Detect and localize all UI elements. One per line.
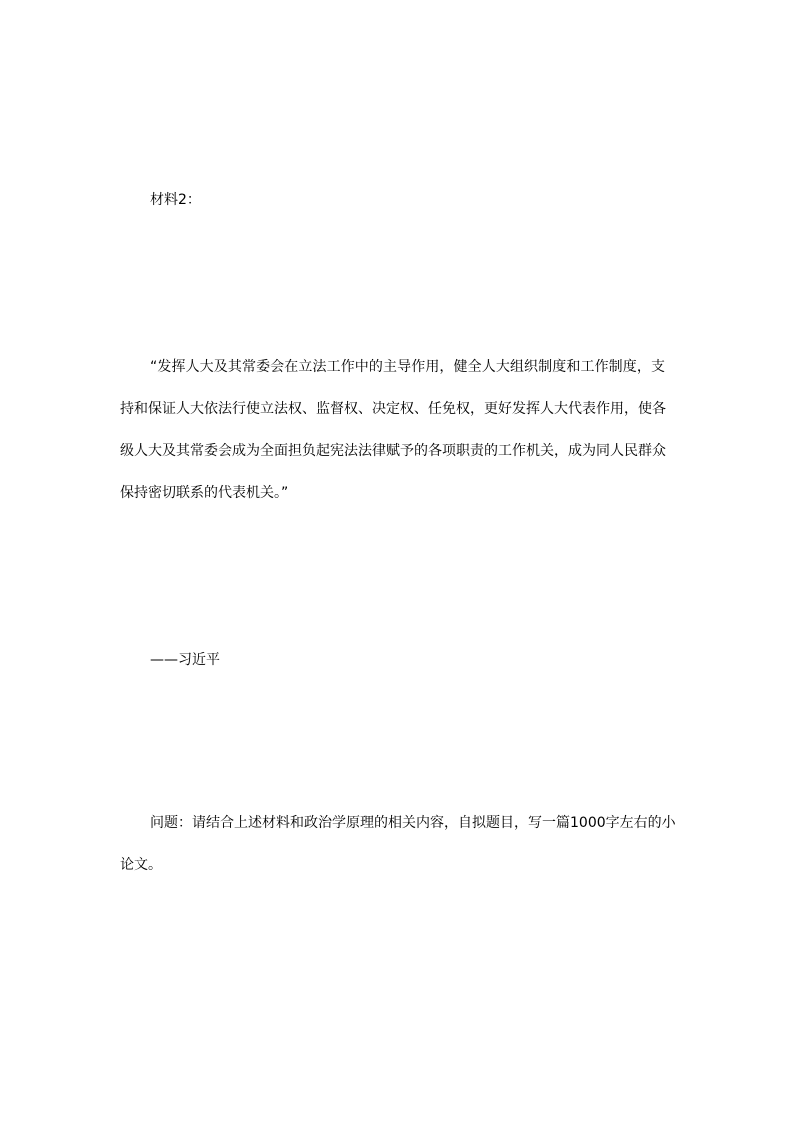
quote-line: 保持密切联系的代表机关。” [120, 485, 289, 501]
material-label: 材料2： [150, 192, 201, 208]
quote-line: 级人大及其常委会成为全面担负起宪法法律赋予的各项职责的工作机关，成为同人民群众 [120, 443, 666, 459]
quote-line: 持和保证人大依法行使立法权、监督权、决定权、任免权，更好发挥人大代表作用，使各 [120, 401, 666, 417]
question-line: 问题：请结合上述材料和政治学原理的相关内容，自拟题目，写一篇1000字左右的小 [150, 815, 676, 831]
attribution: ——习近平 [150, 652, 220, 668]
quote-line: “发挥人大及其常委会在立法工作中的主导作用，健全人大组织制度和工作制度，支 [150, 359, 665, 375]
question-line: 论文。 [120, 857, 162, 873]
